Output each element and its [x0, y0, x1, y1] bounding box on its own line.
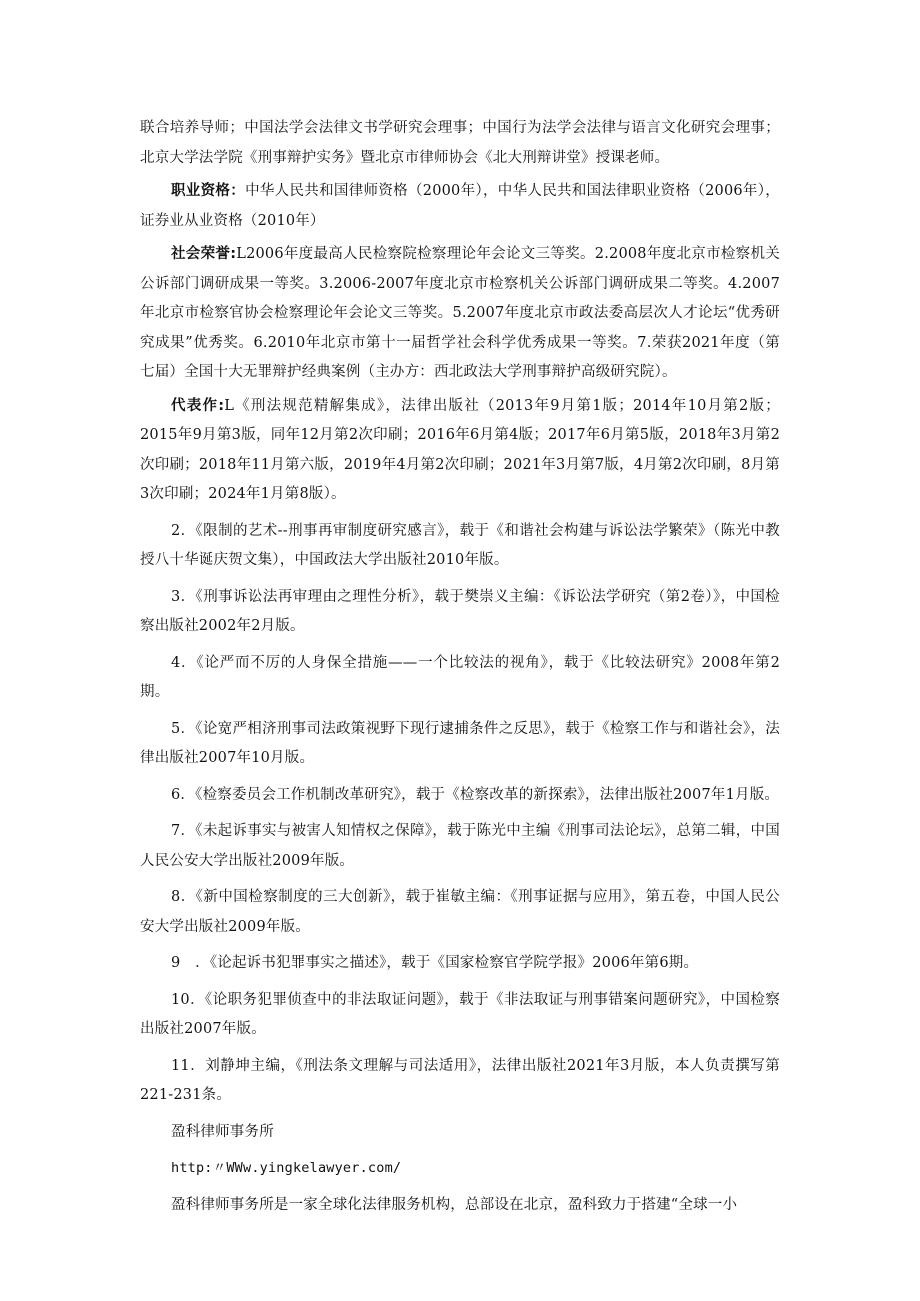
work-item: 9 ．《论起诉书犯罪事实之描述》，载于《国家检察官学院学报》2006年第6期。 [171, 955, 699, 971]
honors-text: L2006年度最高人民检察院检察理论年会论文三等奖。2.2008年度北京市检察机关公诉部门调研成果一等奖。3.2006-2007年度北京市检察机关公诉部门调研成果二等奖。4.2007年北京市检察官协会检察理论年会论文三等奖。5.2007年度北京市政法委高层次人才论坛“优秀研究成果”优秀奖。6.2010年北京市第十一届哲学社会科学优秀成果一等奖。7.荣获2021年度（第七届）全国十大无罪辩护经典案例（主办方：西北政法大学刑事辩护高级研究院）。 [140, 246, 780, 380]
firm-name: 盈科律师事务所 [171, 1123, 274, 1140]
work-item: 7．《未起诉事实与被害人知情权之保障》，载于陈光中主编《刑事司法论坛》，总第二辑，中国人民公安大学出版社2009年版。 [140, 823, 780, 869]
works-first-item: L《刑法规范精解集成》，法律出版社（2013年9月第1版；2014年10月第2版；2015年9月第3版，同年12月第2次印刷；2016年6月第4版；2017年6月第5版，2018年3月第2次印刷；2018年11月第六版，2019年4月第2次印刷；2021年3月第7版，4月第2次印刷，8月第3次印刷；2024年1月第8版）。 [140, 397, 780, 502]
work-item: 5．《论宽严相济刑事司法政策视野下现行逮捕条件之反思》，载于《检察工作与和谐社会》，法律出版社2007年10月版。 [140, 720, 780, 766]
firm-url-link[interactable]: http:〃WWw.yingkelawyer.com/ [171, 1160, 402, 1176]
work-item: 2．《限制的艺术--刑事再审制度研究感言》，载于《和谐社会构建与诉讼法学繁荣》（陈光中教授八十华诞庆贺文集），中国政法大学出版社2010年版。 [140, 522, 780, 568]
document-body [140, 114, 780, 1220]
works-label: 代表作: [171, 397, 225, 414]
honors-label: 社会荣誉: [171, 246, 237, 262]
work-item: 6．《检察委员会工作机制改革研究》，载于《检察改革的新探索》，法律出版社2007年1月版。 [171, 786, 780, 803]
intro-paragraph: 联合培养导师；中国法学会法律文书学研究会理事；中国行为法学会法律与语言文化研究会理事；北京大学法学院《刑事辩护实务》暨北京市律师协会《北大刑辩讲堂》授课老师。 [140, 120, 780, 166]
honors-paragraph [140, 240, 780, 388]
qualification-paragraph [140, 177, 780, 236]
work-item: 3．《刑事诉讼法再审理由之理性分析》，载于樊崇义主编：《诉讼法学研究（第2卷）》，中国检察出版社2002年2月版。 [140, 588, 780, 634]
work-item: 10．《论职务犯罪侦查中的非法取证问题》，载于《非法取证与刑事错案问题研究》，中国检察出版社2007年版。 [140, 991, 780, 1037]
qualification-text: 中华人民共和国律师资格（2000年），中华人民共和国法律职业资格（2006年），证券业从业资格（2010年） [140, 183, 780, 229]
qualification-label: 职业资格： [171, 183, 246, 199]
firm-description: 盈科律师事务所是一家全球化法律服务机构，总部设在北京，盈科致力于搭建“全球一小 [171, 1196, 738, 1213]
works-paragraph [140, 392, 780, 510]
work-item: 11．刘静坤主编，《刑法条文理解与司法适用》，法律出版社2021年3月版，本人负责撰写第221-231条。 [140, 1057, 780, 1103]
work-item: 4．《论严而不厉的人身保全措施——一个比较法的视角》，载于《比较法研究》2008年第2期。 [140, 654, 780, 700]
work-item: 8．《新中国检察制度的三大创新》，载于崔敏主编：《刑事证据与应用》，第五卷，中国人民公安大学出版社2009年版。 [140, 889, 780, 935]
